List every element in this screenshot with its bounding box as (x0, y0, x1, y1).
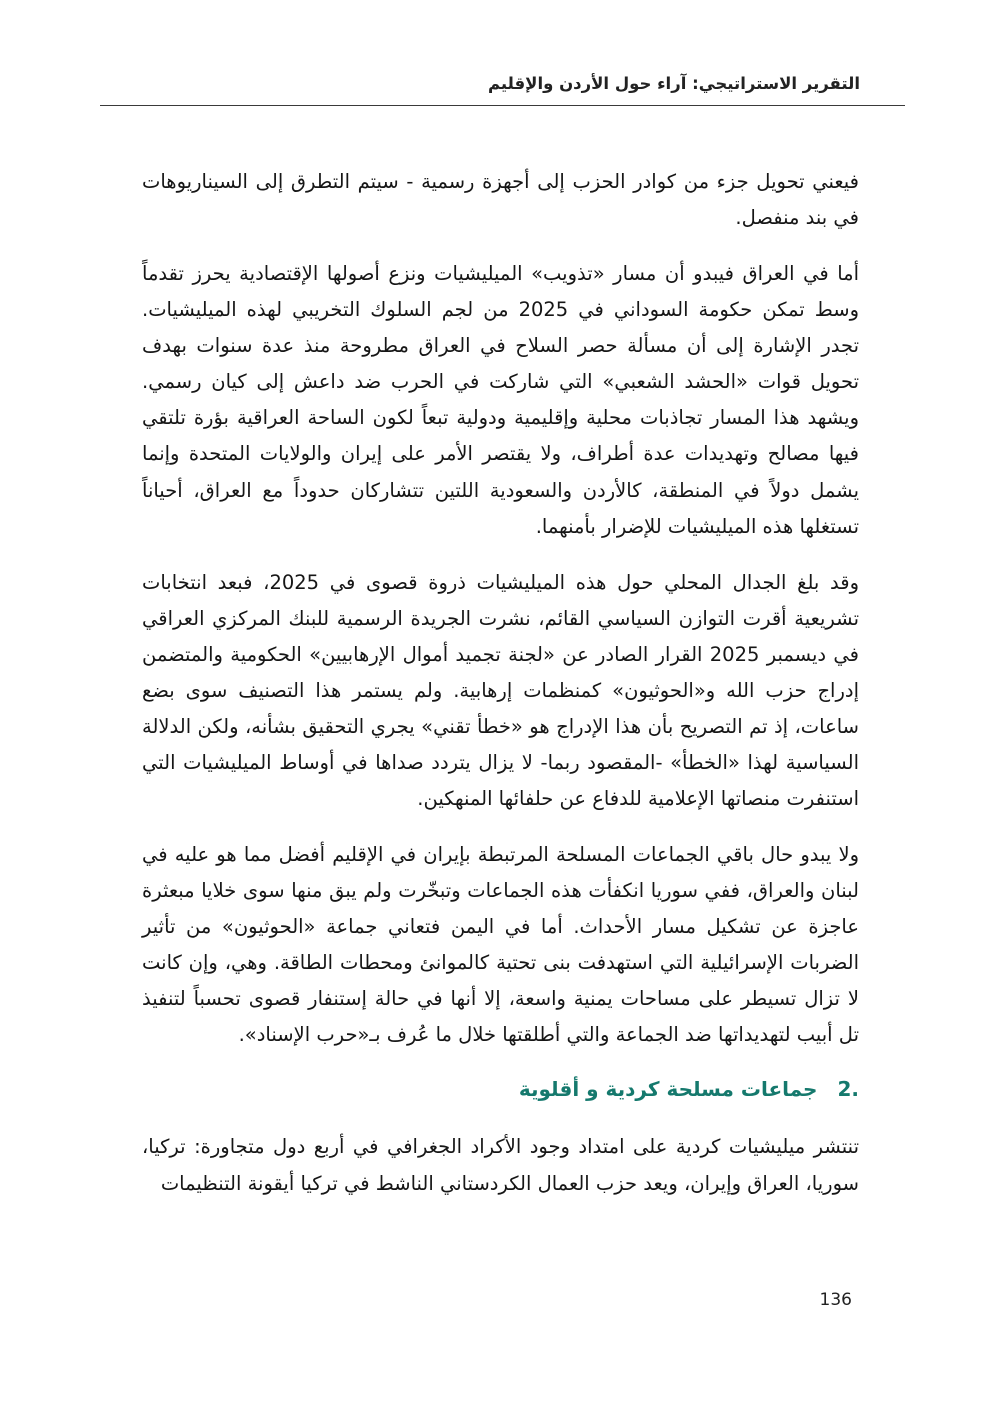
paragraph-3: وقد بلغ الجدال المحلي حول هذه الميليشيات ذروة قصوى في 2025، فبعد انتخابات تشريعية أقرت التوازن السياسي القائم، نشرت الجريدة الرسمية للبنك المركزي العراقي في ديسمبر 2025 القرار الصادر عن «لجنة تجميد أموال الإرهابيين» الحكومية والمتضمن إدراج حزب الله و«الحوثيون» كمنظمات إرهابية. ولم يستمر هذا التصنيف سوى بضع ساعات، إذ تم التصريح بأن هذا الإدراج هو «خطأ تقني» يجري التحقيق بشأنه، ولكن الدلالة السياسية لهذا «الخطأ» -المقصود ربما- لا يزال يتردد صداها في أوساط الميليشيات التي استنفرت منصاتها الإعلامية للدفاع عن حلفائها المنهكين. (142, 570, 859, 810)
paragraph-1: فيعني تحويل جزء من كوادر الحزب إلى أجهزة رسمية - سيتم التطرق إلى السيناريوهات في بند منفصل. (142, 170, 859, 230)
section-number: .2 (837, 1077, 859, 1102)
page-number: 136 (819, 1290, 852, 1310)
page-content (142, 164, 859, 1202)
paragraph-5: تنتشر ميليشيات كردية على امتداد وجود الأكراد الجغرافي في أربع دول متجاورة: تركيا، سوريا، العراق وإيران، ويعد حزب العمال الكردستاني الناشط في تركيا أيقونة التنظيمات (142, 1135, 859, 1195)
header-divider (100, 105, 905, 106)
page-header (0, 0, 1004, 106)
paragraph-4: ولا يبدو حال باقي الجماعات المسلحة المرتبطة بإيران في الإقليم أفضل مما هو عليه في لبنان والعراق، ففي سوريا انكفأت هذه الجماعات وتبخّرت ولم يبق منها سوى خلايا مبعثرة عاجزة عن تشكيل مسار الأحداث. أما في اليمن فتعاني جماعة «الحوثيون» من تأثير الضربات الإسرائيلية التي استهدفت بنى تحتية كالموانئ ومحطات الطاقة. وهي، وإن كانت لا تزال تسيطر على مساحات يمنية واسعة، إلا أنها في حالة إستنفار قصوى تحسباً لتنفيذ تل أبيب لتهديداتها ضد الجماعة والتي أطلقتها خلال ما عُرف بـ«حرب الإسناد». (142, 843, 859, 1047)
section-heading (142, 1073, 859, 1105)
paragraph-2: أما في العراق فيبدو أن مسار «تذويب» الميليشيات ونزع أصولها الإقتصادية يحرز تقدماً وسط تمكن حكومة السوداني في 2025 من لجم السلوك التخريبي لهذه الميليشيات. تجدر الإشارة إلى أن مسألة حصر السلاح في العراق مطروحة منذ عدة سنوات بهدف تحويل قوات «الحشد الشعبي» التي شاركت في الحرب ضد داعش إلى كيان رسمي. ويشهد هذا المسار تجاذبات محلية وإقليمية ودولية تبعاً لكون الساحة العراقية بؤرة تلتقي فيها مصالح وتهديدات عدة أطراف، ولا يقتصر الأمر على إيران والولايات المتحدة وإنما يشمل دولاً في المنطقة، كالأردن والسعودية اللتين تتشاركان حدوداً مع العراق، أحياناً تستغلها هذه الميليشيات للإضرار بأمنهما. (142, 262, 859, 538)
section-title: جماعات مسلحة كردية و أقلوية (518, 1077, 818, 1102)
running-header-title: التقرير الاستراتيجي: آراء حول الأردن والإقليم (487, 74, 860, 93)
